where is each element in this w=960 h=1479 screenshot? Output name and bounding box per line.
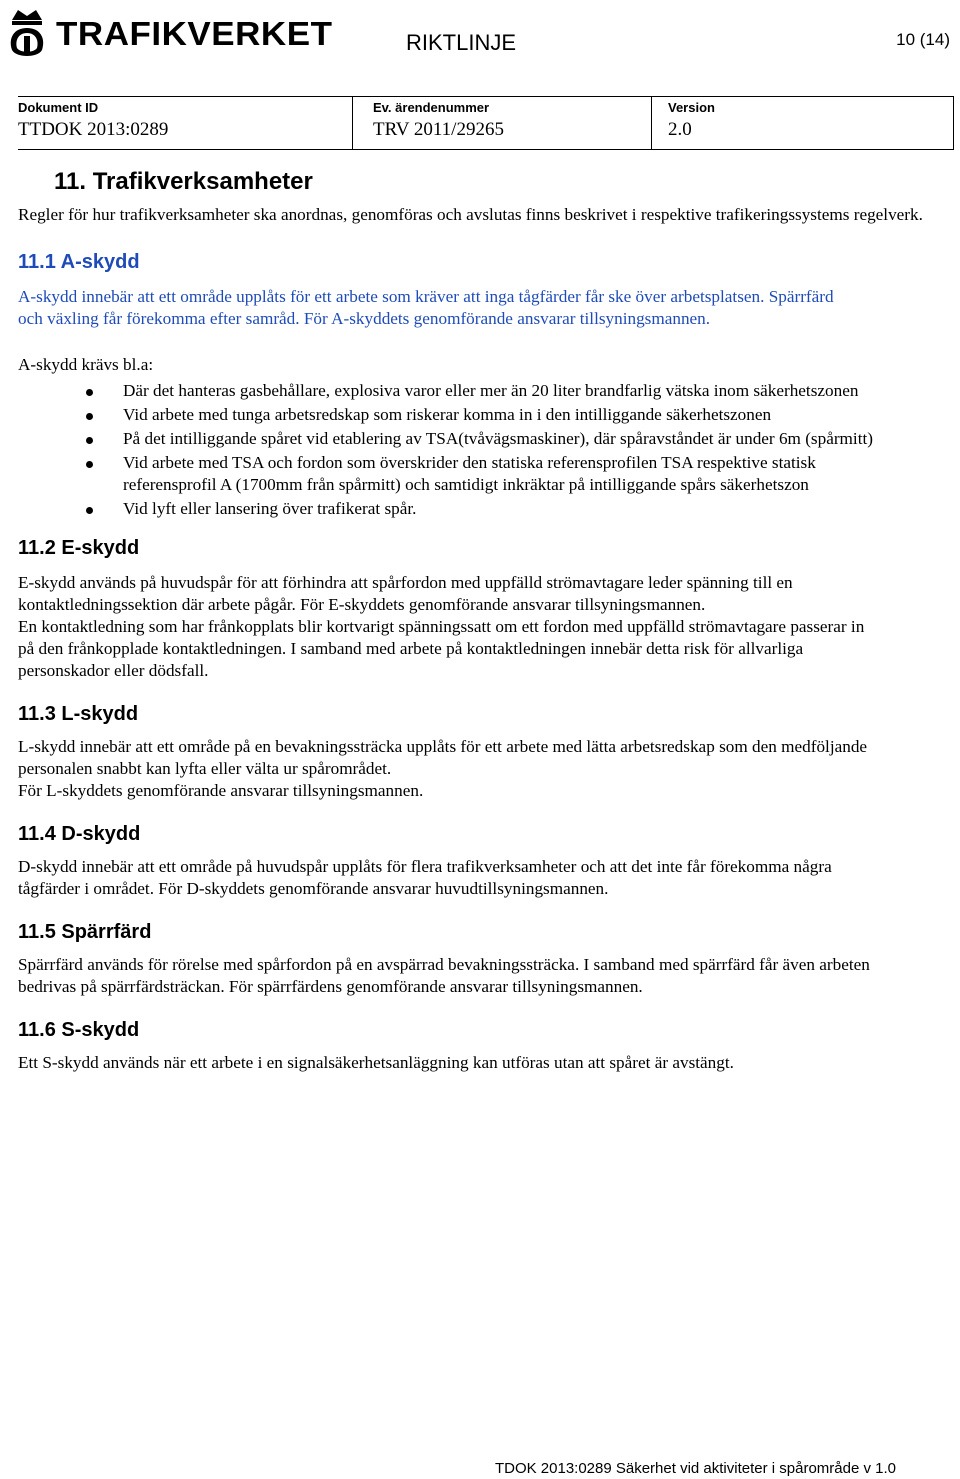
section-heading-s-skydd: 11.6 S-skydd bbox=[18, 1019, 140, 1041]
bullet-icon bbox=[86, 437, 93, 444]
meta-divider bbox=[953, 97, 954, 149]
document-metadata-table bbox=[18, 96, 954, 150]
crown-emblem-icon bbox=[4, 6, 50, 60]
d-skydd-text: D-skydd innebär att ett område på huvudspår upplåts för flera trafikverksamheter och att det inte får förekomma några tågfärder i området. För D-skyddets genomförande ansvarar huvudtillsyningsmannen. bbox=[18, 857, 832, 898]
sparrfard-text: Spärrfärd används för rörelse med spårfordon på en avspärrad bevakningssträcka. I samband med spärrfärd får även arbeten bedrivas på spärrfärdsträckan. För spärrfärdens genomförande ansvarar tillsyningsmannen. bbox=[18, 955, 870, 996]
list-item: Vid lyft eller lansering över trafikerat spår. bbox=[18, 498, 888, 520]
list-item: Vid arbete med TSA och fordon som överskrider den statiska referensprofilen TSA respektive statisk referensprofil A (1700mm från spårmitt) och samtidigt inkräktar på intilliggande spårs säkerhetszon bbox=[18, 452, 888, 496]
meta-divider bbox=[352, 97, 353, 149]
doc-id-cell bbox=[18, 99, 168, 143]
page-number: 10 (14) bbox=[896, 30, 950, 49]
section-heading-sparrfard: 11.5 Spärrfärd bbox=[18, 921, 152, 943]
list-item: På det intilliggande spåret vid etablering av TSA(tvåvägsmaskiner), där spåravståndet är under 6m (spårmitt) bbox=[18, 428, 888, 450]
doc-id-value: TTDOK 2013:0289 bbox=[18, 119, 169, 140]
section-text: A-skydd innebär att ett område upplåts för ett arbete som kräver att inga tågfärder får ske över arbetsplatsen. Spärrfärd och växling får förekomma efter samråd. För A-skyddets genomförande ansvarar tillsyningsmannen. bbox=[18, 287, 834, 328]
section-heading-d-skydd: 11.4 D-skydd bbox=[18, 823, 141, 845]
a-skydd-list bbox=[18, 380, 888, 520]
doc-id-label: Dokument ID bbox=[18, 100, 99, 115]
chapter-intro: Regler för hur trafikverksamheter ska anordnas, genomföras och avslutas finns beskrivet i respektive trafikeringssystems regelverk. bbox=[18, 205, 923, 224]
list-item: Vid arbete med tunga arbetsredskap som riskerar komma in i den intilliggande säkerhetszonen bbox=[18, 404, 888, 426]
l-skydd-text-2: För L-skyddets genomförande ansvarar tillsyningsmannen. bbox=[18, 781, 424, 800]
section-heading-l-skydd: 11.3 L-skydd bbox=[18, 703, 139, 725]
l-skydd-text-1: L-skydd innebär att ett område på en bevakningssträcka upplåts för ett arbete med lätta arbetsredskap som den medföljande personalen snabbt kan lyfta eller välta ur spårområdet. bbox=[18, 737, 868, 778]
version-cell bbox=[668, 99, 715, 143]
case-number-cell bbox=[373, 99, 504, 143]
document-type: RIKTLINJE bbox=[406, 30, 517, 55]
e-skydd-text-1: E-skydd används på huvudspår för att förhindra att spårfordon med uppfälld strömavtagare leder spänning till en kontaktledningssektion där arbete pågår. För E-skyddets genomförande ansvarar tillsyningsmannen. bbox=[18, 573, 793, 614]
section-a-skydd bbox=[18, 248, 938, 330]
e-skydd-text-2: En kontaktledning som har frånkopplats blir kortvarigt spänningssatt om ett fordon med uppfälld strömavtagare passerar in på den frånkopplade kontaktledningen. I samband med arbete på kontaktledningen innebär detta risk för allvarliga personskador eller dödsfall. bbox=[18, 617, 865, 680]
section-heading-e-skydd: 11.2 E-skydd bbox=[18, 537, 140, 559]
a-skydd-list-intro: A-skydd krävs bl.a: bbox=[18, 355, 154, 374]
s-skydd-text: Ett S-skydd används när ett arbete i en signalsäkerhetsanläggning kan utföras utan att spåret är avstängt. bbox=[18, 1053, 734, 1072]
bullet-icon bbox=[86, 461, 93, 468]
logo-wordmark: TRAFIKVERKET bbox=[56, 14, 333, 52]
chapter-title: 11. Trafikverksamheter bbox=[54, 168, 313, 195]
section-heading: 11.1 A-skydd bbox=[18, 251, 140, 273]
trafikverket-logo bbox=[4, 6, 333, 60]
bullet-icon bbox=[86, 389, 93, 396]
document-body bbox=[18, 164, 938, 1074]
case-number-value: TRV 2011/29265 bbox=[373, 119, 504, 140]
case-number-label: Ev. ärendenummer bbox=[373, 100, 490, 115]
bullet-icon bbox=[86, 413, 93, 420]
list-item: Där det hanteras gasbehållare, explosiva varor eller mer än 20 liter brandfarlig vätska inom säkerhetszonen bbox=[18, 380, 888, 402]
meta-divider bbox=[651, 97, 652, 149]
version-label: Version bbox=[668, 100, 715, 115]
page-footer: TDOK 2013:0289 Säkerhet vid aktiviteter i spårområde v 1.0 bbox=[494, 1460, 896, 1477]
version-value: 2.0 bbox=[668, 119, 692, 140]
bullet-icon bbox=[86, 507, 93, 514]
